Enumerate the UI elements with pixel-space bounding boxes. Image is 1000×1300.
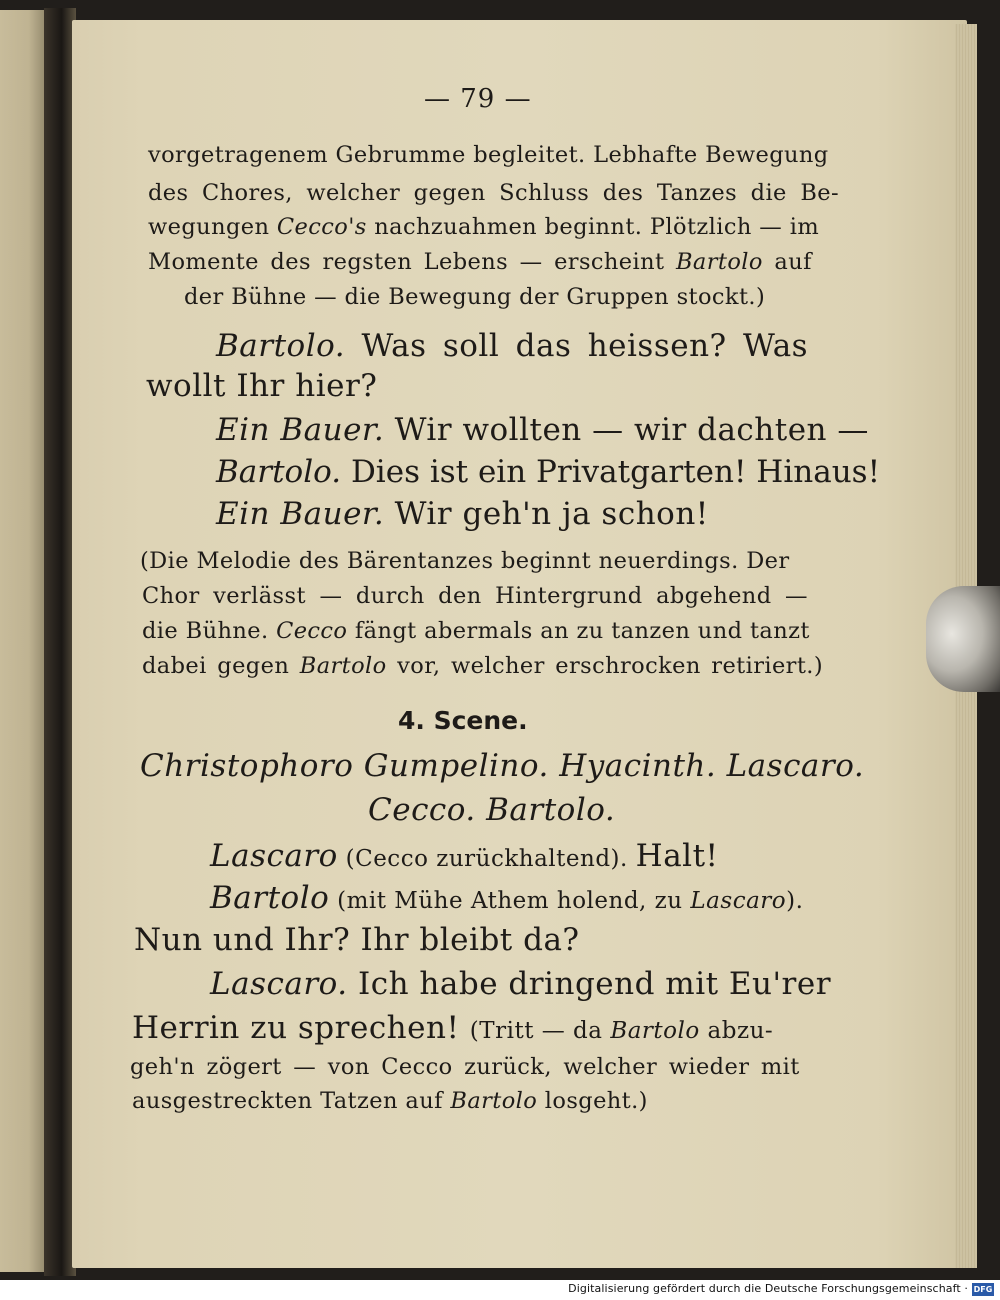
- cast-list: Cecco. Bartolo.: [368, 792, 616, 828]
- speaker-name: Bartolo: [210, 880, 330, 916]
- dialogue-line: Ein Bauer. Wir geh'n ja schon!: [216, 496, 709, 532]
- book-page: [72, 20, 967, 1268]
- cast-list: Christophoro Gumpelino. Hyacinth. Lascaro.: [140, 748, 865, 784]
- text-line: dabei gegen Bartolo vor, welcher erschrocken retiriert.): [142, 653, 824, 679]
- text-line: ausgestreckten Tatzen auf Bartolo losgeht.): [132, 1088, 648, 1114]
- dialogue-line: Lascaro (Cecco zurückhaltend). Halt!: [210, 838, 719, 874]
- speaker-name: Lascaro.: [210, 966, 348, 1002]
- page-clip: [926, 586, 1000, 692]
- dialogue-line: Lascaro. Ich habe dringend mit Eu'rer: [210, 966, 832, 1002]
- dialogue-line: Bartolo. Was soll das heissen? Was: [216, 328, 809, 364]
- speaker-name: Bartolo.: [216, 454, 342, 490]
- dialogue-line: Ein Bauer. Wir wollten — wir dachten —: [216, 412, 869, 448]
- left-page-edge: [0, 10, 48, 1272]
- footer-bar: [0, 1280, 1000, 1300]
- text-line: die Bühne. Cecco fängt abermals an zu tanzen und tanzt: [142, 618, 810, 644]
- dialogue-line: Bartolo. Dies ist ein Privatgarten! Hinaus!: [216, 454, 881, 490]
- scene-heading: 4. Scene.: [398, 706, 528, 735]
- text-line: (Die Melodie des Bärentanzes beginnt neuerdings. Der: [140, 548, 790, 574]
- footer-credit: Digitalisierung gefördert durch die Deutsche Forschungsgemeinschaft ·: [568, 1282, 968, 1295]
- dfg-logo-icon: DFG: [973, 1285, 993, 1294]
- text-line: Chor verlässt — durch den Hintergrund abgehend —: [142, 583, 808, 609]
- dialogue-line: Nun und Ihr? Ihr bleibt da?: [134, 922, 580, 958]
- speaker-name: Ein Bauer.: [216, 412, 385, 448]
- dialogue-line: wollt Ihr hier?: [146, 368, 378, 404]
- page-number: — 79 —: [424, 84, 532, 114]
- dialogue-line: Herrin zu sprechen! (Tritt — da Bartolo abzu-: [132, 1010, 774, 1046]
- text-line: vorgetragenem Gebrumme begleitet. Lebhafte Bewegung: [148, 142, 829, 168]
- dialogue-line: Bartolo (mit Mühe Athem holend, zu Lascaro).: [210, 880, 804, 916]
- text-line: der Bühne — die Bewegung der Gruppen stockt.): [184, 284, 766, 310]
- speaker-name: Lascaro: [210, 838, 338, 874]
- speaker-name: Bartolo.: [216, 328, 346, 364]
- speaker-name: Ein Bauer.: [216, 496, 385, 532]
- text-line: Momente des regsten Lebens — erscheint Bartolo auf: [148, 249, 812, 275]
- text-line: wegungen Cecco's nachzuahmen beginnt. Plötzlich — im: [148, 214, 820, 240]
- text-line: des Chores, welcher gegen Schluss des Tanzes die Be-: [148, 180, 839, 206]
- text-line: geh'n zögert — von Cecco zurück, welcher wieder mit: [130, 1054, 800, 1080]
